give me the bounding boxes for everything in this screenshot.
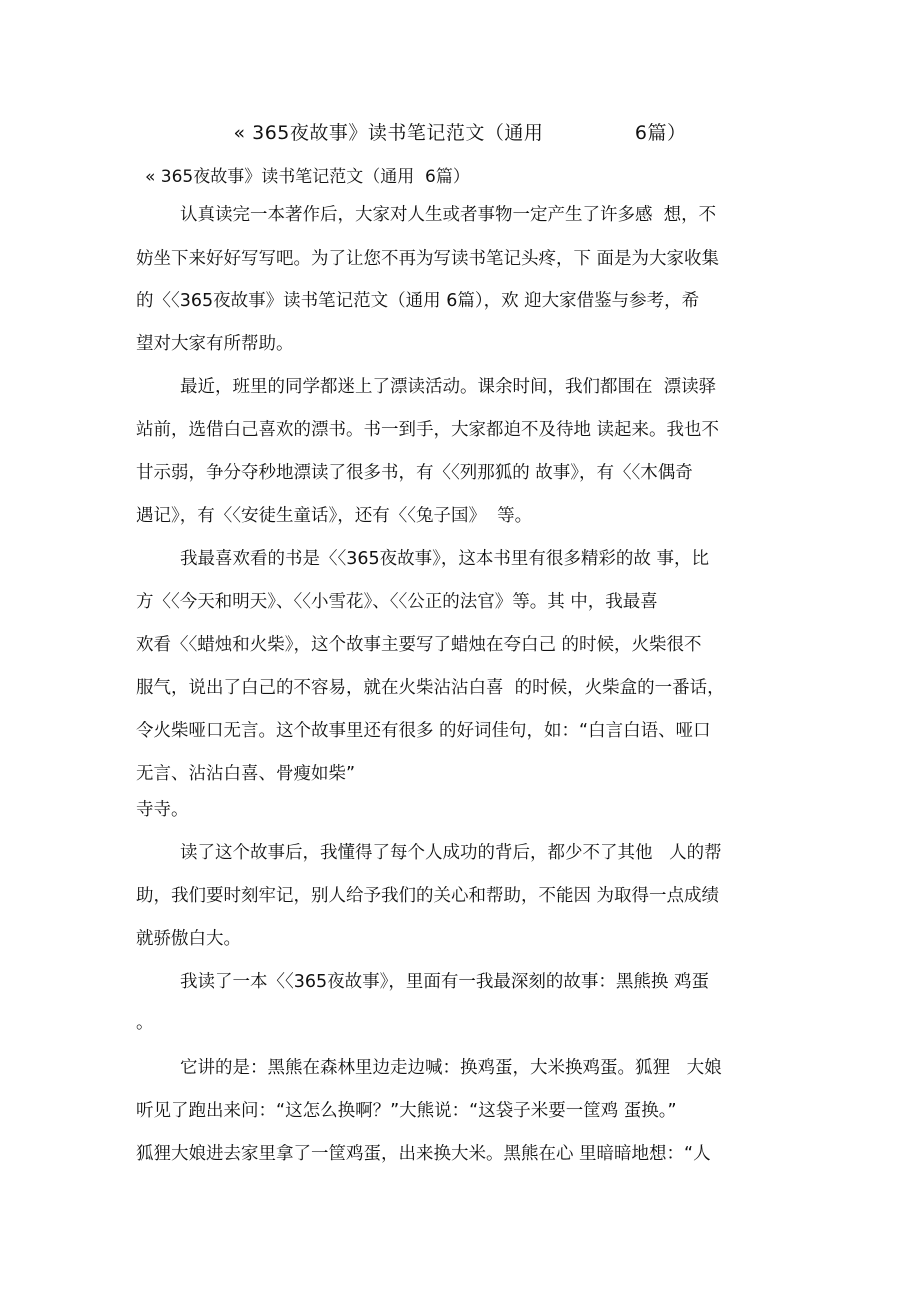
- paragraph-line: 我读了一本〈〈365夜故事》，里面有一我最深刻的故事：黑熊换 鸡蛋: [180, 972, 709, 992]
- paragraph-line: 的〈〈365夜故事》读书笔记范文（通用 6篇），欢 迎大家借鉴与参考，希: [136, 291, 700, 311]
- paragraph-line: 站前，选借白己喜欢的漂书。书一到手，大家都迫不及待地 读起来。我也不: [136, 420, 720, 440]
- paragraph-line: 妨坐下来好好写写吧。为了让您不再为写读书笔记头疼，下 面是为大家收集: [136, 249, 720, 269]
- document-title: « 365夜故事》读书笔记范文（通用 6篇）: [233, 122, 687, 144]
- paragraph-line: 我最喜欢看的书是〈〈365夜故事》，这本书里有很多精彩的故 事，比: [180, 549, 709, 569]
- paragraph-line: 方〈〈今天和明天》、〈〈小雪花》、〈〈公正的法官》等。其 中，我最喜: [136, 592, 658, 612]
- paragraph-line: 就骄傲白大。: [136, 929, 241, 949]
- paragraph-line: 。: [136, 1013, 154, 1033]
- paragraph-line: 服气，说出了白己的不容易，就在火柴沾沾白喜 的时候，火柴盒的一番话，: [136, 678, 725, 698]
- paragraph-line: 认真读完一本著作后，大家对人生或者事物一定产生了许多感 想，不: [180, 205, 717, 225]
- paragraph-line: 助，我们要时刻牢记，别人给予我们的关心和帮助，不能因 为取得一点成绩: [136, 886, 720, 906]
- paragraph-line: 甘示弱，争分夺秒地漂读了很多书，有〈〈列那狐的 故事》，有〈〈木偶奇: [136, 463, 693, 483]
- paragraph-line: 它讲的是：黑熊在森林里边走边喊：换鸡蛋，大米换鸡蛋。狐狸 大娘: [180, 1058, 722, 1078]
- paragraph-line: 寺寺。: [136, 800, 189, 820]
- paragraph-line: 狐狸大娘进去家里拿了一筐鸡蛋，出来换大米。黑熊在心 里暗暗地想：“人: [136, 1144, 711, 1164]
- paragraph-line: 遇记》，有〈〈安徒生童话》，还有〈〈兔子国》 等。: [136, 506, 533, 526]
- paragraph-line: 令火柴哑口无言。这个故事里还有很多 的好词佳句，如：“白言白语、哑口: [136, 721, 711, 741]
- paragraph-line: 望对大家有所帮助。: [136, 334, 294, 354]
- paragraph-line: 无言、沾沾白喜、骨瘦如柴”: [136, 764, 356, 784]
- paragraph-line: 欢看〈〈蜡烛和火柴》，这个故事主要写了蜡烛在夸白己 的时候，火柴很不: [136, 635, 702, 655]
- paragraph-line: 听见了跑出来问：“这怎么换啊？”大熊说：“这袋子米要一筐鸡 蛋换。”: [136, 1101, 677, 1121]
- document-subtitle: « 365夜故事》读书笔记范文（通用 6篇）: [145, 167, 470, 187]
- paragraph-line: 读了这个故事后，我懂得了每个人成功的背后，都少不了其他 人的帮: [180, 843, 722, 863]
- paragraph-line: 最近，班里的同学都迷上了漂读活动。课余时间，我们都围在 漂读驿: [180, 377, 717, 397]
